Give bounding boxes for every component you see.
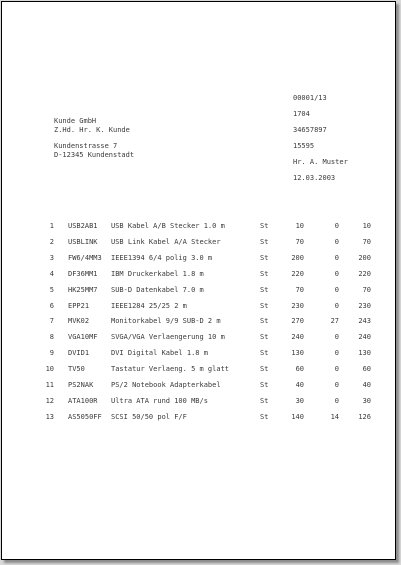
item-pos: 8 <box>49 333 54 341</box>
item-qty-1: 70 <box>295 286 304 294</box>
item-description: IBM Druckerkabel 1.8 m <box>111 270 204 278</box>
item-pos: 9 <box>49 349 54 357</box>
item-qty-1: 140 <box>291 413 304 421</box>
address-street: Kundenstrasse 7 <box>54 142 118 150</box>
item-qty-3: 126 <box>358 413 371 421</box>
item-unit: St <box>260 302 269 310</box>
item-description: SCSI 50/50 pol F/F <box>111 413 187 421</box>
item-qty-3: 40 <box>362 381 371 389</box>
item-description: Tastatur Verlaeng. 5 m glatt <box>111 365 230 373</box>
item-description: PS/2 Notebook Adapterkabel <box>111 381 221 389</box>
item-unit: St <box>260 238 269 246</box>
item-unit: St <box>260 381 269 389</box>
item-unit: St <box>260 333 269 341</box>
item-unit: St <box>260 349 269 357</box>
item-unit: St <box>260 222 269 230</box>
item-description: SVGA/VGA Verlaengerung 10 m <box>111 333 225 341</box>
item-unit: St <box>260 365 269 373</box>
item-description: Ultra ATA rund 100 MB/s <box>111 397 208 405</box>
item-qty-2: 0 <box>334 254 339 262</box>
item-unit: St <box>260 317 269 325</box>
item-qty-2: 0 <box>334 222 339 230</box>
item-qty-3: 70 <box>362 238 371 246</box>
item-qty-3: 70 <box>362 286 371 294</box>
item-pos: 7 <box>49 317 54 325</box>
item-qty-2: 0 <box>334 397 339 405</box>
item-unit: St <box>260 270 269 278</box>
item-qty-1: 40 <box>295 381 304 389</box>
document-number: 00001/13 <box>293 94 327 102</box>
item-pos: 4 <box>49 270 54 278</box>
item-qty-2: 0 <box>334 270 339 278</box>
item-code: AS5050FF <box>68 413 102 421</box>
item-qty-1: 60 <box>295 365 304 373</box>
item-qty-2: 0 <box>334 286 339 294</box>
item-code: USB2AB1 <box>68 222 98 230</box>
meta-field-2: 1704 <box>293 110 310 118</box>
item-code: USBLINK <box>68 238 98 246</box>
item-qty-1: 200 <box>291 254 304 262</box>
item-code: EPP21 <box>68 302 90 310</box>
item-code: PS2NAK <box>68 381 94 389</box>
item-unit: St <box>260 286 269 294</box>
item-qty-2: 0 <box>334 238 339 246</box>
item-pos: 5 <box>49 286 54 294</box>
item-qty-3: 60 <box>362 365 371 373</box>
item-code: ATA100R <box>68 397 98 405</box>
item-qty-3: 10 <box>362 222 371 230</box>
item-qty-2: 0 <box>334 333 339 341</box>
item-unit: St <box>260 413 269 421</box>
item-pos: 6 <box>49 302 54 310</box>
item-code: FW6/4MM3 <box>68 254 102 262</box>
item-qty-3: 243 <box>358 317 371 325</box>
item-description: DVI Digital Kabel 1.8 m <box>111 349 208 357</box>
item-unit: St <box>260 397 269 405</box>
item-qty-3: 30 <box>362 397 371 405</box>
item-qty-1: 240 <box>291 333 304 341</box>
document-date: 12.03.2003 <box>293 174 336 182</box>
item-description: SUB-D Datenkabel 7.0 m <box>111 286 204 294</box>
item-pos: 11 <box>45 381 54 389</box>
item-description: Monitorkabel 9/9 SUB-D 2 m <box>111 317 221 325</box>
item-qty-1: 270 <box>291 317 304 325</box>
item-qty-2: 27 <box>330 317 339 325</box>
item-code: DVID1 <box>68 349 90 357</box>
item-description: USB Kabel A/B Stecker 1.0 m <box>111 222 225 230</box>
item-qty-3: 240 <box>358 333 371 341</box>
item-qty-1: 230 <box>291 302 304 310</box>
item-qty-2: 0 <box>334 349 339 357</box>
item-qty-1: 10 <box>295 222 304 230</box>
address-city: D-12345 Kundenstadt <box>54 151 135 159</box>
item-description: IEEE1284 25/25 2 m <box>111 302 187 310</box>
item-code: MVK02 <box>68 317 90 325</box>
item-qty-3: 200 <box>358 254 371 262</box>
item-code: DF36MM1 <box>68 270 98 278</box>
address-company: Kunde GmbH <box>54 117 97 125</box>
item-pos: 3 <box>49 254 54 262</box>
item-pos: 12 <box>45 397 54 405</box>
contact-person: Hr. A. Muster <box>293 158 348 166</box>
meta-field-4: 15595 <box>293 142 315 150</box>
item-qty-2: 0 <box>334 302 339 310</box>
item-code: HK25MM7 <box>68 286 98 294</box>
item-qty-3: 130 <box>358 349 371 357</box>
item-description: IEEE1394 6/4 polig 3.0 m <box>111 254 213 262</box>
document-page <box>1 1 396 560</box>
item-qty-3: 220 <box>358 270 371 278</box>
item-qty-1: 70 <box>295 238 304 246</box>
item-description: USB Link Kabel A/A Stecker <box>111 238 221 246</box>
item-qty-3: 230 <box>358 302 371 310</box>
item-pos: 1 <box>49 222 54 230</box>
address-attn: Z.Hd. Hr. K. Kunde <box>54 126 130 134</box>
item-code: VGA10MF <box>68 333 98 341</box>
item-qty-1: 30 <box>295 397 304 405</box>
item-qty-1: 130 <box>291 349 304 357</box>
item-pos: 13 <box>45 413 54 421</box>
item-pos: 10 <box>45 365 54 373</box>
item-unit: St <box>260 254 269 262</box>
item-pos: 2 <box>49 238 54 246</box>
item-qty-2: 0 <box>334 365 339 373</box>
meta-field-3: 34657897 <box>293 126 327 134</box>
item-qty-1: 220 <box>291 270 304 278</box>
item-code: TV50 <box>68 365 85 373</box>
item-qty-2: 0 <box>334 381 339 389</box>
item-qty-2: 14 <box>330 413 339 421</box>
